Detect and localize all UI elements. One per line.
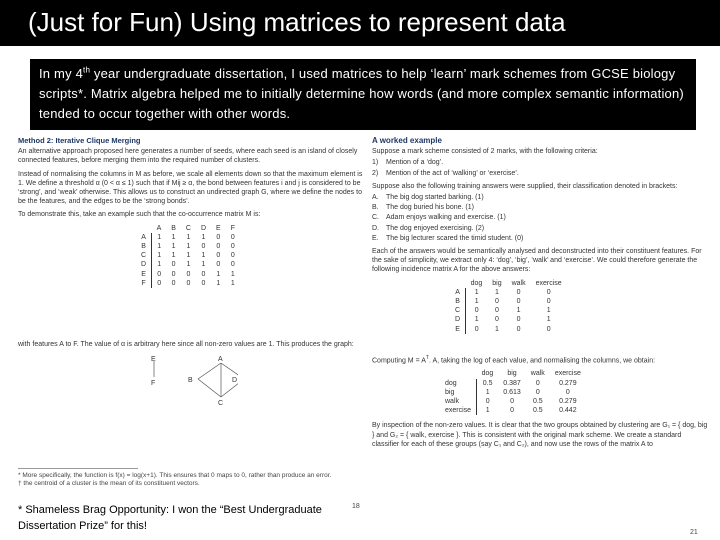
matrix-cell: 1	[201, 252, 206, 260]
matrix-cell: 0	[201, 243, 206, 251]
matrix-col-header: C	[185, 224, 191, 232]
list-item: A. The big dog started barking. (1)	[372, 194, 484, 202]
matrix-cell: 0	[510, 407, 514, 415]
list-item: D. The dog enjoyed exercising. (2)	[372, 224, 485, 232]
computing-paragraph	[372, 354, 708, 366]
matrix-cell: 0	[230, 233, 235, 241]
intro-text-part2: year undergraduate dissertation, I used matrices to help ‘learn’ mark schemes from GCSE biology scripts*. Matrix algebra helped me to initially determine how words (and more complex semantic information) tended to occur together with other words.	[39, 66, 684, 121]
matrix-row-label: A	[455, 288, 460, 296]
matrix-cell: 1	[171, 252, 176, 260]
matrix-col-header: F	[230, 224, 235, 232]
list-item: B. The dog buried his bone. (1)	[372, 204, 474, 212]
matrix-cell: 0.5	[477, 379, 499, 388]
matrix-row	[450, 288, 567, 297]
dissertation-page-left	[18, 136, 370, 540]
feature-graph	[18, 355, 238, 413]
title-bar	[0, 0, 720, 46]
graph-node-b: B	[188, 377, 193, 385]
matrix-row	[136, 233, 240, 242]
matrix-cell: 0	[152, 279, 167, 288]
matrix-row	[450, 315, 567, 324]
matrix-row	[136, 242, 240, 251]
matrix-cell: 0	[152, 270, 167, 279]
matrix-cell: 0	[535, 388, 540, 396]
matrix-cell: 0	[546, 325, 551, 333]
matrix-row-label: dog	[445, 379, 457, 387]
method-heading: Method 2: Iterative Clique Merging	[18, 136, 141, 145]
matrix-cell: 1	[230, 270, 235, 278]
matrix-col-header: walk	[511, 279, 526, 287]
matrix-cell: 0	[230, 261, 235, 269]
footnote-rule	[18, 468, 138, 469]
matrix-cell: 1	[186, 261, 191, 269]
matrix-cell: 0	[516, 288, 521, 296]
matrix-cell: 0	[230, 243, 235, 251]
graph-edge-a-b	[198, 363, 221, 379]
matrix-row-label: big	[445, 388, 455, 396]
matrix-cell: 0	[546, 288, 551, 296]
matrix-row-label: B	[141, 243, 146, 251]
matrix-cell: 0.5	[532, 407, 543, 415]
matrix-col-header: walk	[530, 370, 545, 378]
matrix-row	[440, 379, 586, 388]
matrix-row-label: D	[141, 261, 147, 269]
matrix-row-label: A	[141, 233, 146, 241]
matrix-col-header: dog	[481, 370, 494, 378]
matrix-cell: 0	[494, 316, 499, 324]
intro-text-part1: In my 4	[39, 66, 84, 81]
matrix-row	[440, 406, 586, 415]
matrix-cell: 1	[152, 260, 167, 269]
matrix-cell: 0	[516, 325, 521, 333]
footnote-2: † the centroid of a cluster is the mean of its constituent vectors.	[18, 480, 200, 487]
matrix-row	[450, 325, 567, 334]
matrix-col-header: exercise	[554, 370, 581, 378]
training-intro: Suppose also the following training answers were supplied, their classification denoted in brackets:	[372, 182, 678, 190]
matrix-cell: 0	[516, 316, 521, 324]
matrix-row-label: C	[455, 307, 461, 315]
matrix-col-header: dog	[470, 279, 483, 287]
method-paragraph-2: Instead of normalising the columns in M as before, we scale all elements down so that the maximum element is 1. We define a threshold α (0 < α ≤ 1) such that if Mij ≥ α, the bond between features i and j is considered to be ‘strong’, and ‘weak’ otherwise. This allows us to construct an undirected graph G, where we define the nodes to be the features, and the edges to be the ‘strong bonds’.	[18, 170, 363, 206]
matrix-cell: 1	[201, 233, 206, 241]
matrix-cell: 1	[171, 233, 176, 241]
matrix-cell: 1	[171, 243, 176, 251]
matrix-row	[136, 270, 240, 279]
computing-text: Computing M = A	[372, 357, 426, 365]
matrix-cell: 0	[494, 307, 499, 315]
deconstruct-paragraph: Each of the answers would be semantically analysed and deconstructed into their constituent features. For the sake of simplicity, we extract only 4: ‘dog’, ‘big’, ‘walk’ and ‘exercise’. We could therefore generate the following incidence matrix A for the above answers:	[372, 248, 702, 274]
method-paragraph-3: To demonstrate this, take an example such that the co-occurrence matrix M is:	[18, 211, 261, 219]
matrix-row-label: C	[141, 252, 147, 260]
intro-text-sup: th	[83, 65, 91, 75]
matrix-cell: 0	[201, 270, 206, 278]
matrix-cell: 0	[466, 325, 488, 334]
matrix-row-label: exercise	[445, 407, 472, 415]
matrix-cell: 1	[466, 288, 488, 297]
matrix-cell: 1	[186, 243, 191, 251]
matrix-row-label: E	[141, 270, 146, 278]
matrix-cell: 0.279	[559, 398, 577, 405]
matrix-cell: 0.613	[503, 388, 521, 396]
matrix-cell: 0	[216, 261, 221, 269]
matrix-cell: 0	[216, 233, 221, 241]
matrix-cell: 1	[466, 315, 488, 324]
graph-edge-b-c	[198, 379, 221, 397]
graph-node-c: C	[218, 400, 224, 408]
matrix-header-row	[136, 224, 240, 233]
matrix-cell: 0	[216, 252, 221, 260]
matrix-cell: 1	[216, 279, 221, 287]
matrix-cell: 0	[186, 270, 191, 278]
conclusion-paragraph: By inspection of the non-zero values. It is clear that the two groups obtained by clustering are G₁ = { dog, big } and G₂ = { walk, exercise }. This is consistent with the original mark scheme. We create a standard classifier for each of these groups (say C₁ and C₂), and now use the rows of the matrix A to	[372, 422, 708, 448]
matrix-cell: 0	[494, 298, 499, 306]
matrix-row	[136, 251, 240, 260]
matrix-cell: 0.387	[503, 379, 521, 387]
matrix-cell: 0	[510, 398, 514, 405]
matrix-cell: 1	[516, 307, 521, 315]
matrix-cell: 0	[230, 252, 235, 260]
normalised-matrix	[440, 369, 586, 415]
matrix-row	[136, 279, 240, 288]
matrix-cell: 1	[186, 233, 191, 241]
answers-list	[372, 193, 708, 243]
footnotes	[18, 472, 363, 488]
matrix-col-header: big	[507, 370, 517, 378]
matrix-cell: 0	[171, 261, 176, 269]
matrix-col-header: big	[492, 279, 502, 287]
matrix-cell: 0	[477, 397, 499, 406]
matrix-cell: 1	[466, 297, 488, 306]
computing-sup: T	[425, 354, 429, 361]
matrix-cell: 0	[466, 306, 488, 315]
footnote-1: * More specifically, the function is f(x) = log(x+1). This ensures that 0 maps to 0, rather than produce an error.	[18, 472, 332, 479]
graph-node-a: A	[218, 356, 223, 364]
matrix-cell: 1	[201, 261, 206, 269]
matrix-cell: 0	[535, 379, 540, 387]
matrix-cell: 0	[201, 279, 206, 287]
matrix-row	[440, 388, 586, 397]
matrix-header-row	[440, 369, 586, 378]
matrix-header-row	[450, 279, 567, 288]
matrix-cell: 1	[230, 279, 235, 287]
matrix-cell: 1	[477, 406, 499, 415]
slide-title: (Just for Fun) Using matrices to represent data	[28, 7, 566, 37]
matrix-cell: 1	[152, 233, 167, 242]
intro-text-box	[30, 59, 696, 130]
matrix-cell: 1	[546, 307, 551, 315]
matrix-row-label: B	[455, 298, 460, 306]
criteria-list	[372, 158, 708, 177]
matrix-cell: 1	[152, 251, 167, 260]
graph-node-d: D	[232, 377, 238, 385]
method-paragraph-4: with features A to F. The value of α is arbitrary here since all non-zero values are 1. This produces the graph:	[18, 341, 354, 349]
matrix-row-label: E	[455, 325, 460, 333]
matrix-cell: 0	[186, 279, 191, 287]
matrix-cell: 1	[186, 252, 191, 260]
matrix-col-header: A	[156, 224, 162, 232]
dissertation-page-right	[372, 136, 708, 540]
matrix-cell: 0	[546, 298, 551, 306]
matrix-cell: 0.442	[559, 407, 577, 415]
matrix-row	[450, 306, 567, 315]
incidence-matrix	[450, 279, 567, 334]
list-item: 1) Mention of a ‘dog’.	[372, 159, 444, 167]
dissertation-prize-note: * Shameless Brag Opportunity: I won the “Best Undergraduate Dissertation Prize” for this!	[14, 500, 344, 536]
matrix-col-header: D	[200, 224, 207, 232]
matrix-col-header: B	[171, 224, 176, 232]
matrix-row-label: walk	[445, 398, 460, 405]
method-paragraph-1: An alternative approach proposed here generates a number of seeds, where each seed is an island of closely connected features, before merging them into the required number of clusters.	[18, 148, 358, 165]
matrix-cell: 0	[565, 388, 570, 396]
matrix-col-header: E	[216, 224, 221, 232]
computing-rest: . A, taking the log of each value, and normalising the columns, we obtain:	[428, 357, 656, 365]
matrix-row	[440, 397, 586, 406]
matrix-cell: 1	[216, 270, 221, 278]
co-occurrence-matrix	[136, 224, 240, 288]
matrix-cell: 0.5	[532, 398, 543, 405]
page-number-right: 21	[690, 529, 698, 536]
matrix-cell: 0.279	[559, 379, 577, 387]
graph-node-e: E	[151, 356, 156, 364]
worked-example-intro: Suppose a mark scheme consisted of 2 marks, with the following criteria:	[372, 148, 598, 156]
matrix-col-header: exercise	[535, 279, 562, 287]
matrix-cell: 1	[477, 388, 499, 397]
matrix-cell: 1	[152, 242, 167, 251]
matrix-cell: 1	[546, 316, 551, 324]
matrix-cell: 1	[494, 288, 499, 296]
matrix-row-label: F	[141, 279, 146, 287]
worked-example-heading: A worked example	[372, 136, 442, 145]
matrix-row	[136, 260, 240, 269]
list-item: E. The big lecturer scared the timid student. (0)	[372, 234, 524, 242]
matrix-cell: 1	[494, 325, 499, 333]
list-item: 2) Mention of the act of ‘walking’ or ‘exercise’.	[372, 169, 519, 177]
matrix-cell: 0	[216, 243, 221, 251]
matrix-cell: 0	[171, 270, 176, 278]
matrix-row	[450, 297, 567, 306]
graph-node-f: F	[151, 380, 156, 388]
matrix-row-label: D	[455, 316, 461, 324]
list-item: C. Adam enjoys walking and exercise. (1)	[372, 214, 506, 222]
matrix-cell: 0	[516, 298, 521, 306]
matrix-cell: 0	[171, 279, 176, 287]
page-number-left: 18	[352, 503, 360, 510]
